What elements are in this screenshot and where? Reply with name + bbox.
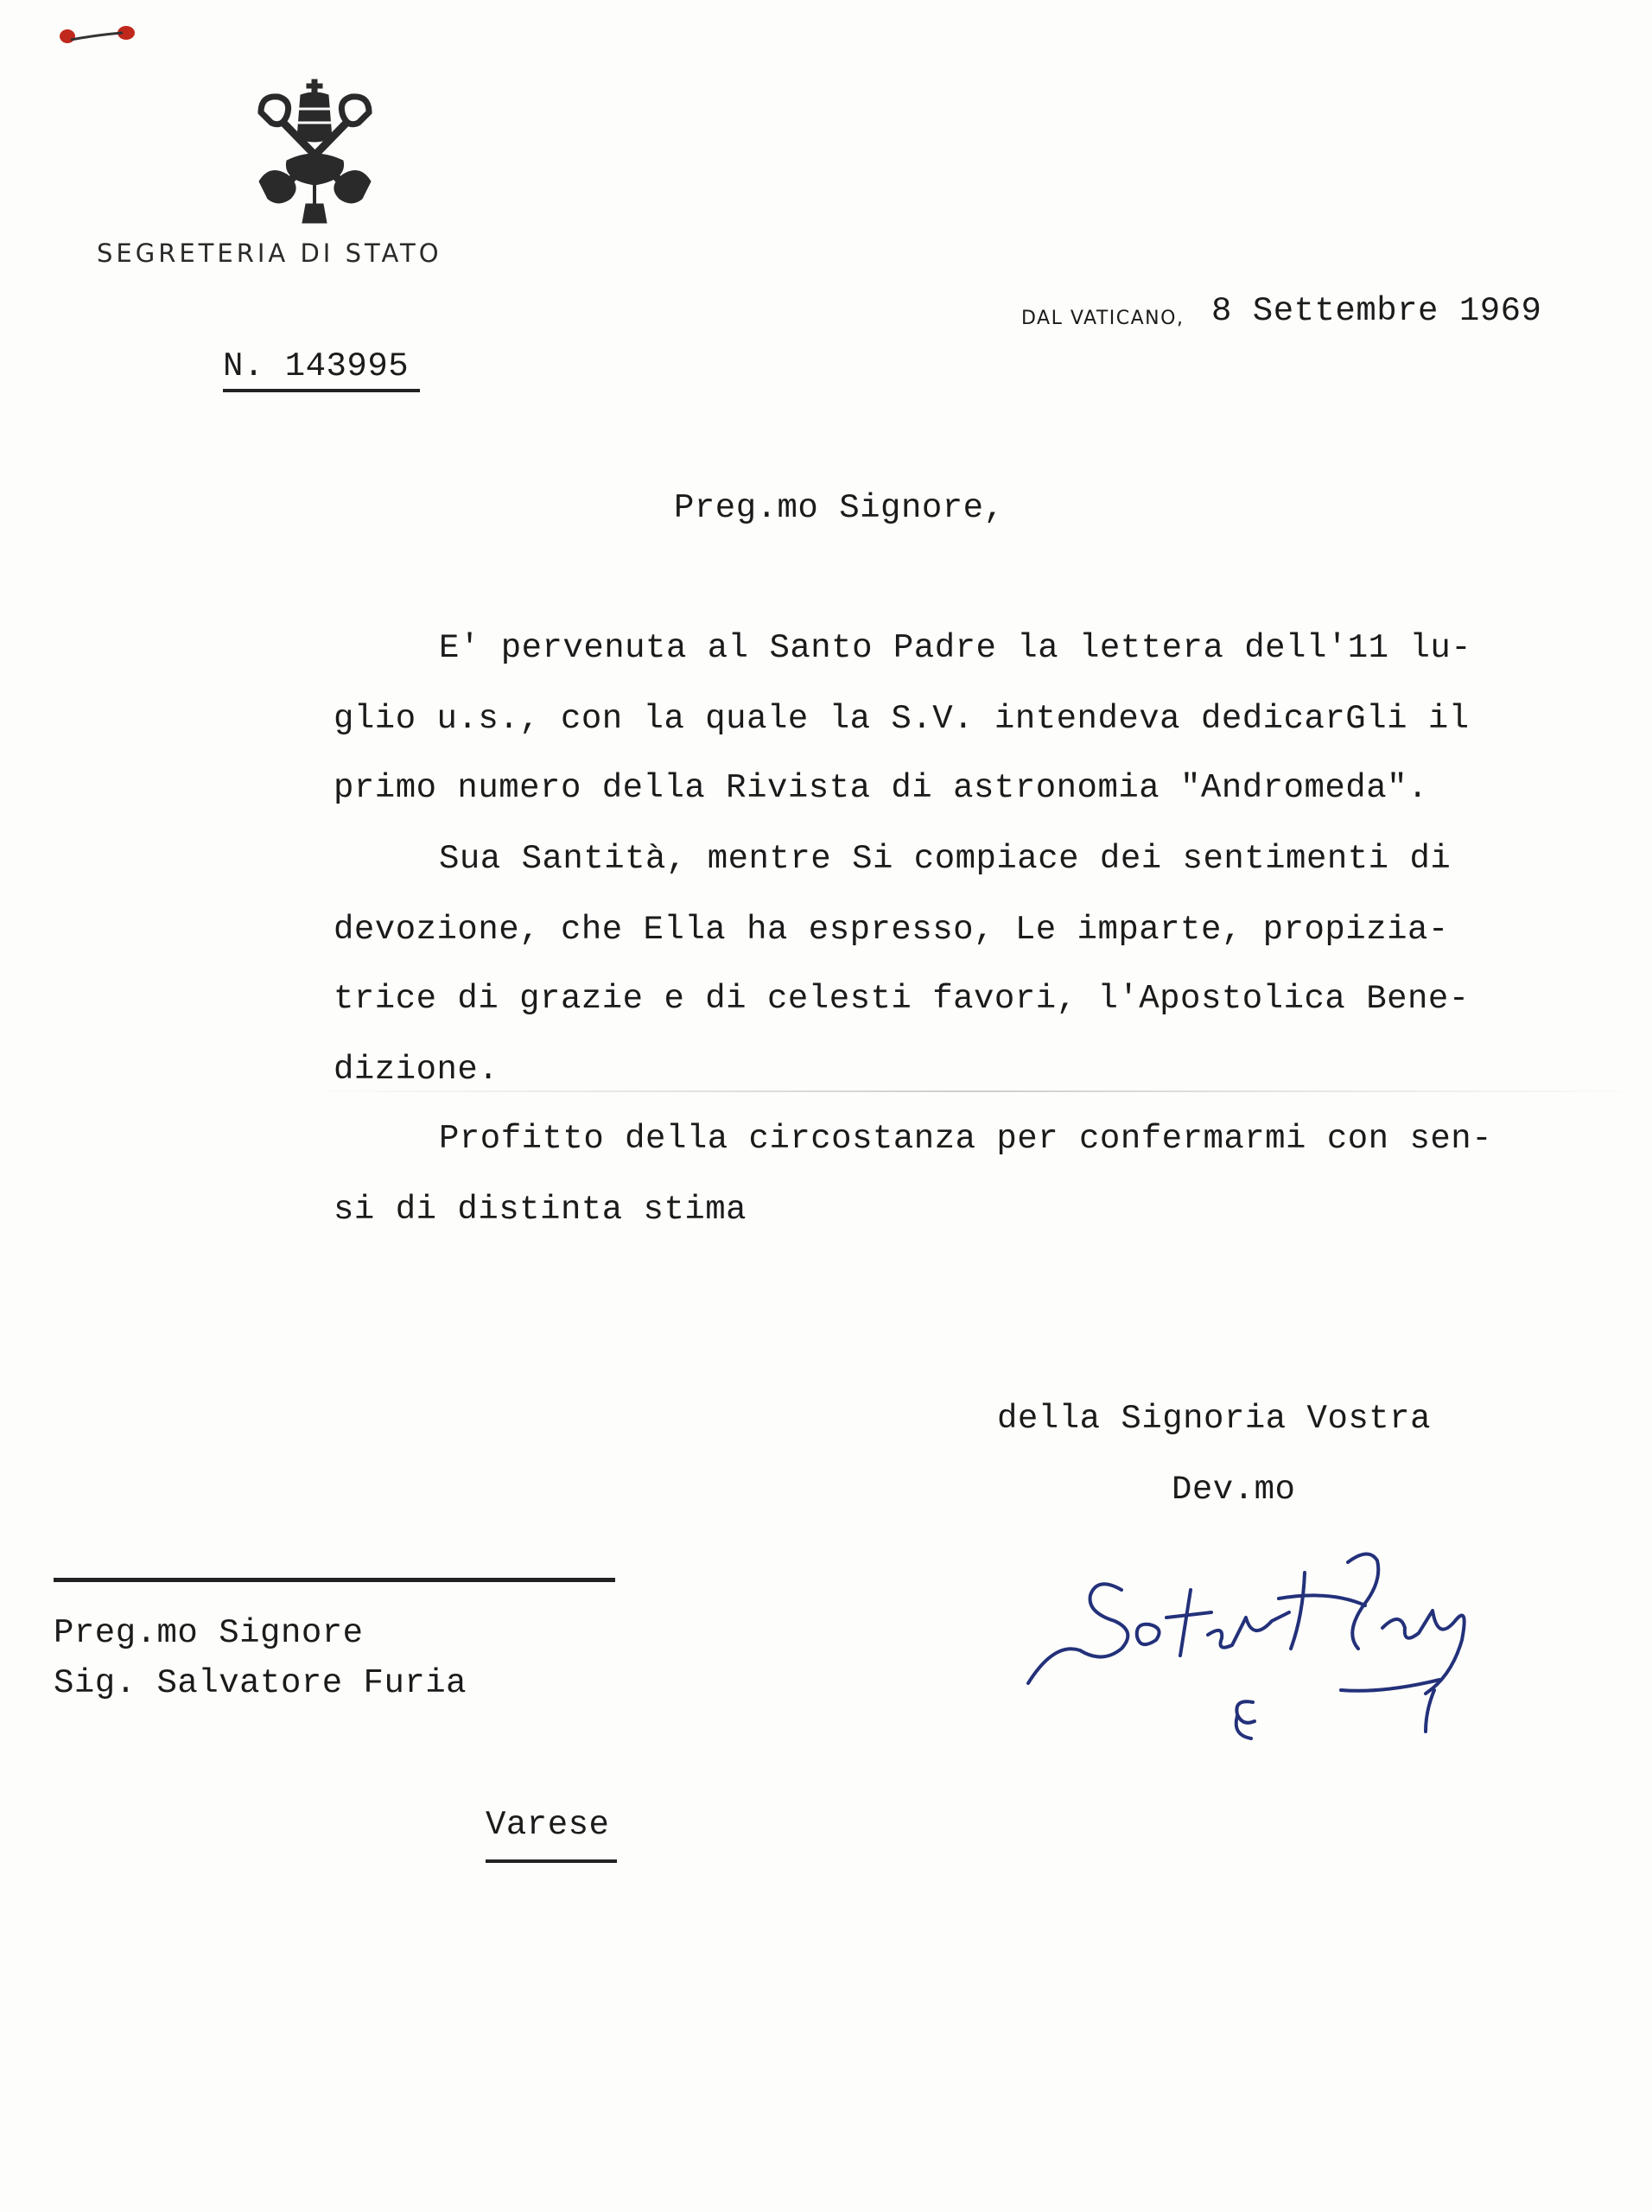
city-underline [486,1859,617,1863]
body-line: Profitto della circostanza per confermarmi con sen- [439,1120,1493,1158]
body-line: Sua Santità, mentre Si compiace dei sentimenti di [439,840,1452,878]
closing-devoted: Dev.mo [1172,1471,1296,1509]
dateline-place: DAL VATICANO, [1021,308,1185,329]
letter-date: 8 Settembre 1969 [1211,292,1542,330]
body-line: glio u.s., con la quale la S.V. intendeva dedicarGli il [334,700,1470,738]
handwritten-signature [1020,1538,1555,1754]
body-line: si di distinta stima [334,1191,747,1229]
body-line: devozione, che Ella ha espresso, Le imparte, propizia- [334,911,1449,949]
office-letterhead: SEGRETERIA DI STATO [97,238,442,268]
recipient-title: Preg.mo Signore [54,1614,364,1652]
recipient-name: Sig. Salvatore Furia [54,1664,467,1702]
body-line: dizione. [334,1051,499,1089]
body-line: trice di grazie e di celesti favori, l'Apostolica Bene- [334,980,1470,1018]
paper-crease [294,1090,1652,1092]
body-line: primo numero della Rivista di astronomia "Andromeda". [334,769,1428,807]
body-line: E' pervenuta al Santo Padre la lettera dell'11 lu- [439,629,1472,667]
stain-mark [52,17,147,60]
protocol-underline [223,389,420,392]
protocol-number: N. 143995 [223,347,410,385]
closing-line: della Signoria Vostra [997,1400,1431,1438]
salutation: Preg.mo Signore, [674,489,1005,527]
address-separator-rule [54,1578,615,1582]
papal-keys-tiara-emblem [252,78,378,225]
recipient-city: Varese [486,1806,610,1844]
